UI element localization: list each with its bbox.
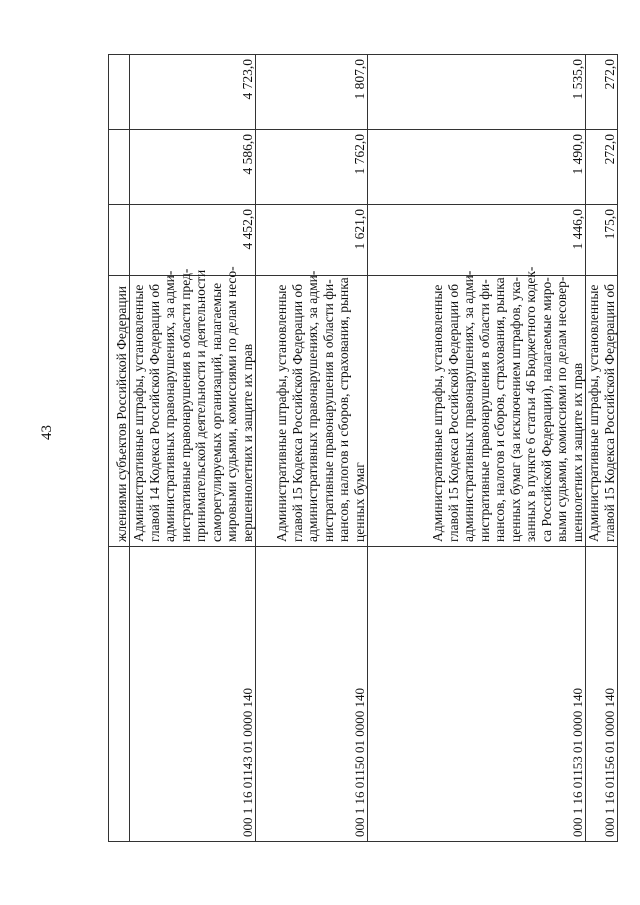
value-2024-cell: 272,0: [586, 130, 618, 205]
name-line: занных в пункте 6 статьи 46 Бюджетного кодек-: [523, 266, 538, 542]
name-line: нистративные правонарушения в области фи-: [476, 279, 492, 542]
name-line: Административные штрафы, установленные: [131, 284, 146, 542]
name-line: главой 15 Кодекса Российской Федерации об: [289, 283, 305, 542]
name-line: главой 15 Кодекса Российской Федерации об: [445, 283, 461, 542]
name-line: Административные штрафы, установленные: [274, 284, 289, 542]
name-line: ценных бумаг (за исключением штрафов, ука-: [507, 277, 523, 542]
value-2025-cell: 4 723,0: [130, 55, 256, 130]
name-line: главой 14 Кодекса Российской Федерации об: [146, 283, 162, 542]
name-line: главой 15 Кодекса Российской Федерации об: [601, 283, 617, 542]
value-2024-cell: 1 762,0: [256, 130, 368, 205]
code-cell: [109, 547, 130, 842]
code-cell: 000 1 16 01156 01 0000 140: [586, 547, 618, 842]
name-line: принимательской деятельности и деятельности: [193, 269, 208, 542]
name-line: мировыми судьями, комиссиями по делам несо-: [224, 266, 239, 542]
name-cell: [256, 270, 368, 547]
name-line: Административные штрафы, установленные: [430, 284, 445, 542]
name-line: административных правонарушениях, за адми-: [162, 270, 177, 542]
table-row-continuation: [109, 55, 130, 842]
name-line: жлениями субъектов Российской Федерации: [113, 285, 129, 542]
value-2023-cell: 1 446,0: [368, 205, 586, 276]
page-number: 43: [39, 425, 55, 440]
budget-table: [108, 54, 618, 842]
name-line: шеннолетних и защите их прав: [569, 362, 585, 542]
name-line: ценных бумаг: [351, 462, 367, 542]
table-row: [256, 55, 368, 842]
name-cell: [368, 266, 586, 547]
value-2025-cell: 272,0: [586, 55, 618, 130]
value-2025-cell: 1 535,0: [368, 55, 586, 130]
name-line: нистративные правонарушения в области пред-: [177, 268, 193, 542]
value-2023-cell: [109, 205, 130, 276]
name-line: Административные штрафы, установленные: [586, 284, 601, 542]
name-cell: [109, 276, 130, 547]
name-line: выми судьями, комиссиями по делам несовер-: [554, 276, 569, 542]
name-line: административных правонарушениях, за адми-: [305, 270, 320, 542]
name-line: вершеннолетних и защите их прав: [239, 343, 255, 542]
name-line: нистративные правонарушения в области фи-: [320, 279, 336, 542]
name-cell: [130, 266, 256, 547]
table-row: [368, 55, 586, 842]
code-cell: 000 1 16 01150 01 0000 140: [256, 547, 368, 842]
value-2023-cell: 1 621,0: [256, 205, 368, 276]
value-2023-cell: 4 452,0: [130, 205, 256, 276]
value-2024-cell: [109, 130, 130, 205]
table-row: [586, 55, 618, 842]
name-line: саморегулируемых организаций, налагаемые: [208, 282, 224, 542]
budget-table-rotated: [108, 55, 617, 842]
name-line: са Российской Федерации), налагаемые миро-: [538, 277, 554, 542]
code-cell: 000 1 16 01143 01 0000 140: [130, 547, 256, 842]
name-line: административных правонарушениях, за адми-: [461, 270, 476, 542]
value-2024-cell: 4 586,0: [130, 130, 256, 205]
value-2024-cell: 1 490,0: [368, 130, 586, 205]
table-row: [130, 55, 256, 842]
value-2025-cell: 1 807,0: [256, 55, 368, 130]
name-line: нансов, налогов и сборов, страхования, рынка: [492, 277, 507, 542]
value-2023-cell: 175,0: [586, 205, 618, 276]
code-cell: 000 1 16 01153 01 0000 140: [368, 547, 586, 842]
name-line: нансов, налогов и сборов, страхования, рынка: [336, 277, 351, 542]
value-2025-cell: [109, 55, 130, 130]
name-cell: [586, 276, 618, 547]
